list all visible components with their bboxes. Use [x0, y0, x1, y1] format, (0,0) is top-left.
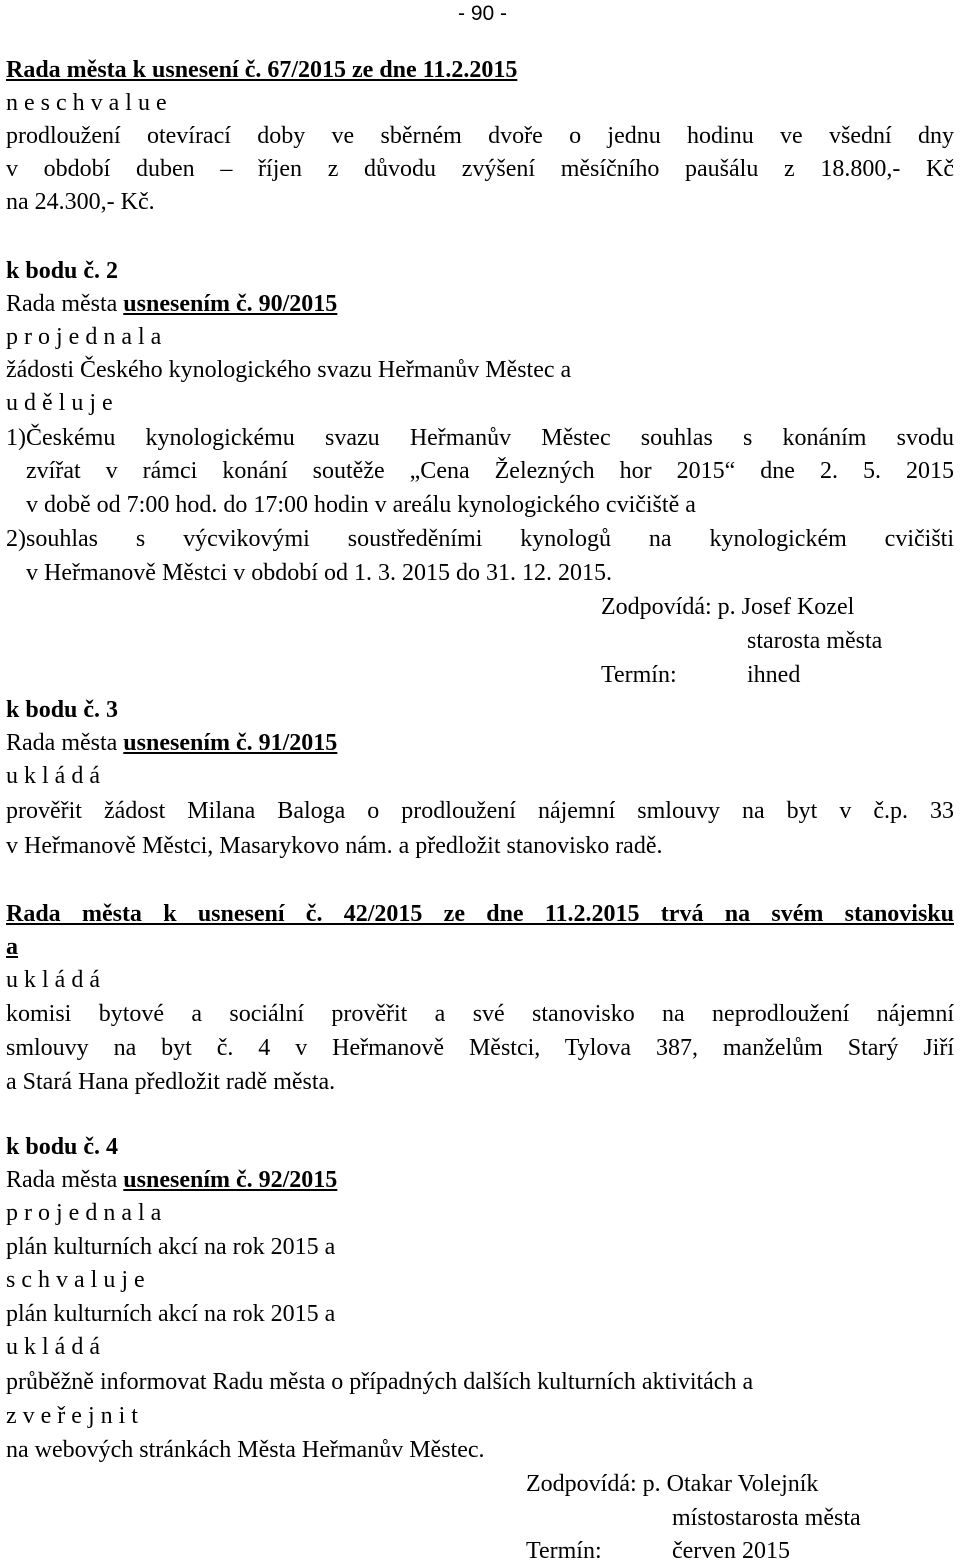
- deadline-value: ihned: [747, 662, 801, 688]
- body-text: prodloužení otevírací doby ve sběrném dvoře o jednu hodinu ve všední dny: [6, 123, 954, 149]
- list-item-text: Českému kynologickému svazu Heřmanův Městec souhlas s konáním svodu: [26, 425, 954, 451]
- agenda-item-heading: k bodu č. 2: [6, 258, 119, 284]
- resolution-reference: [6, 290, 337, 318]
- resolution-number: usnesením č. 91/2015: [123, 730, 338, 756]
- resolution-verb: u k l á d á: [6, 967, 100, 993]
- list-item-number: 2): [6, 526, 26, 552]
- resolution-verb: n e s c h v a l u e: [6, 90, 167, 116]
- list-item-number: 1): [6, 425, 26, 451]
- resolution-verb: u k l á d á: [6, 1334, 100, 1360]
- resolution-verb: p r o j e d n a l a: [6, 324, 162, 350]
- resolution-prefix: Rada města: [6, 291, 124, 317]
- body-text: v období duben – říjen z důvodu zvýšení měsíčního paušálu z 18.800,- Kč: [6, 156, 954, 182]
- resolution-prefix: Rada města: [6, 1167, 124, 1193]
- list-item-text: v Heřmanově Městci v období od 1. 3. 2015 do 31. 12. 2015.: [26, 560, 612, 586]
- resolution-reference: [6, 1166, 337, 1194]
- body-text: na 24.300,- Kč.: [6, 189, 155, 215]
- list-item-text: zvířat v rámci konání soutěže „Cena Železných hor 2015“ dne 2. 5. 2015: [26, 458, 954, 484]
- body-text: průběžně informovat Radu města o případných dalších kulturních aktivitách a: [6, 1369, 754, 1395]
- body-text: žádosti Českého kynologického svazu Heřmanův Městec a: [6, 357, 572, 383]
- responsible-person: Zodpovídá: p. Otakar Volejník: [526, 1471, 819, 1497]
- section-heading: Rada města k usnesení č. 42/2015 ze dne 11.2.2015 trvá na svém stanovisku: [6, 901, 954, 927]
- resolution-prefix: Rada města: [6, 730, 124, 756]
- resolution-verb: s c h v a l u j e: [6, 1267, 145, 1293]
- deadline-label: Termín:: [601, 662, 677, 688]
- responsible-role: místostarosta města: [672, 1505, 861, 1531]
- body-text: prověřit žádost Milana Baloga o prodloužení nájemní smlouvy na byt v č.p. 33: [6, 798, 954, 824]
- responsible-role: starosta města: [747, 628, 883, 654]
- body-text: smlouvy na byt č. 4 v Heřmanově Městci, Tylova 387, manželům Starý Jiří: [6, 1035, 954, 1061]
- resolution-verb: z v e ř e j n i t: [6, 1403, 138, 1429]
- section-heading: a: [6, 934, 18, 960]
- agenda-item-heading: k bodu č. 3: [6, 697, 119, 723]
- body-text: v Heřmanově Městci, Masarykovo nám. a předložit stanovisko radě.: [6, 833, 663, 859]
- list-item-text: v době od 7:00 hod. do 17:00 hodin v areálu kynologického cvičiště a: [26, 492, 696, 518]
- resolution-number: usnesením č. 92/2015: [123, 1167, 338, 1193]
- deadline-value: červen 2015: [672, 1538, 790, 1564]
- agenda-item-heading: k bodu č. 4: [6, 1134, 119, 1160]
- responsible-person: Zodpovídá: p. Josef Kozel: [601, 594, 855, 620]
- page-number: - 90 -: [458, 2, 508, 25]
- body-text: plán kulturních akcí na rok 2015 a: [6, 1301, 336, 1327]
- body-text: komisi bytové a sociální prověřit a své stanovisko na neprodloužení nájemní: [6, 1001, 954, 1027]
- resolution-verb: u k l á d á: [6, 763, 100, 789]
- resolution-verb: p r o j e d n a l a: [6, 1200, 162, 1226]
- body-text: na webových stránkách Města Heřmanův Městec.: [6, 1437, 485, 1463]
- deadline-label: Termín:: [526, 1538, 602, 1564]
- body-text: a Stará Hana předložit radě města.: [6, 1069, 336, 1095]
- resolution-reference: [6, 729, 337, 757]
- resolution-verb: u d ě l u j e: [6, 390, 113, 416]
- body-text: plán kulturních akcí na rok 2015 a: [6, 1234, 336, 1260]
- resolution-number: usnesením č. 90/2015: [123, 291, 338, 317]
- list-item-text: souhlas s výcvikovými soustředěními kynologů na kynologickém cvičišti: [26, 526, 954, 552]
- section-heading: Rada města k usnesení č. 67/2015 ze dne 11.2.2015: [6, 57, 518, 83]
